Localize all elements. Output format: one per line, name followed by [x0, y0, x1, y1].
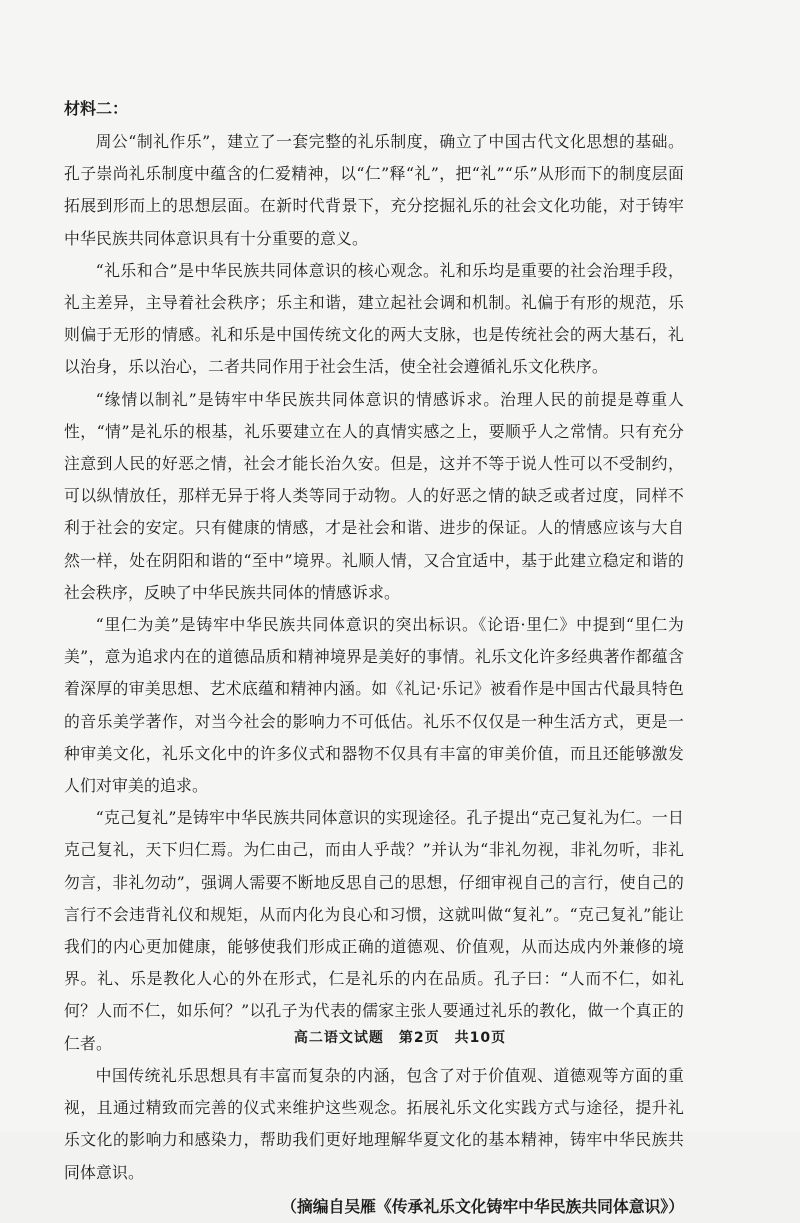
- source-citation: （摘编自吴雁《传承礼乐文化铸牢中华民族共同体意识》）: [281, 1196, 684, 1216]
- paragraph-6: 中国传统礼乐思想具有丰富而复杂的内涵，包含了对于价值观、道德观等方面的重视，且通过精致而完善的仪式来维护这些观念。拓展礼乐文化实践方式与途径，提升礼乐文化的影响力和感染力，帮助我们更好地理解华夏文化的基本精神，铸牢中华民族共同体意识。: [64, 1065, 684, 1182]
- page-footer: 高二语文试题 第2页 共10页: [293, 1030, 507, 1046]
- paragraph-3: “缘情以制礼”是铸牢中华民族共同体意识的情感诉求。治理人民的前提是尊重人性，“情”是礼乐的根基，礼乐要建立在人的真情实感之上，要顺乎人之常情。只有充分注意到人民的好恶之情，社会才能长治久安。但是，这并不等于说人性可以不受制约，可以纵情放任，那样无异于将人类等同于动物。人的好恶之情的缺乏或者过度，同样不利于社会的安定。只有健康的情感，才是社会和谐、进步的保证。人的情感应该与大自然一样，处在阴阳和谐的“至中”境界。礼顺人情，又合宜适中，基于此建立稳定和谐的社会秩序，反映了中华民族共同体的情感诉求。: [64, 389, 684, 602]
- paragraph-5: “克己复礼”是铸牢中华民族共同体意识的实现途径。孔子提出“克己复礼为仁。一日克己复礼，天下归仁焉。为仁由己，而由人乎哉？”并认为“非礼勿视，非礼勿听，非礼勿言，非礼勿动”，强调人需要不断地反思自己的思想，仔细审视自己的言行，使自己的言行不会违背礼仪和规矩，从而内化为良心和习惯，这就叫做“复礼”。“克己复礼”能让我们的内心更加健康，能够使我们形成正确的道德观、价值观，从而达成内外兼修的境界。礼、乐是教化人心的外在形式，仁是礼乐的内在品质。孔子曰：“人而不仁，如礼何？人而不仁，如乐何？”以孔子为代表的儒家主张人要通过礼乐的教化，做一个真正的仁者。: [64, 808, 684, 1053]
- paragraph-1: 周公“制礼作乐”，建立了一套完整的礼乐制度，确立了中国古代文化思想的基础。孔子崇尚礼乐制度中蕴含的仁爱精神，以“仁”释“礼”，把“礼”“乐”从形而下的制度层面拓展到形而上的思想层面。在新时代背景下，充分挖掘礼乐的社会文化功能，对于铸牢中华民族共同体意识具有十分重要的意义。: [64, 132, 684, 248]
- paragraph-2: “礼乐和合”是中华民族共同体意识的核心观念。礼和乐均是重要的社会治理手段，礼主差异，主导着社会秩序；乐主和谐，建立起社会调和机制。礼偏于有形的规范，乐则偏于无形的情感。礼和乐是中国传统文化的两大支脉，也是传统社会的两大基石，礼以治身，乐以治心，二者共同作用于社会生活，使全社会遵循礼乐文化秩序。: [64, 260, 684, 377]
- article-body: [64, 92, 684, 1223]
- material-heading: 材料二：: [64, 99, 129, 118]
- paragraph-4: “里仁为美”是铸牢中华民族共同体意识的突出标识。《论语·里仁》中提到“里仁为美”，意为追求内在的道德品质和精神境界是美好的事情。礼乐文化许多经典著作都蕴含着深厚的审美思想、艺术底蕴和精神内涵。如《礼记·乐记》被看作是中国古代最具特色的音乐美学著作，对当今社会的影响力不可低估。礼乐不仅仅是一种生活方式，更是一种审美文化，礼乐文化中的许多仪式和器物不仅具有丰富的审美价值，而且还能够激发人们对审美的追求。: [64, 615, 684, 796]
